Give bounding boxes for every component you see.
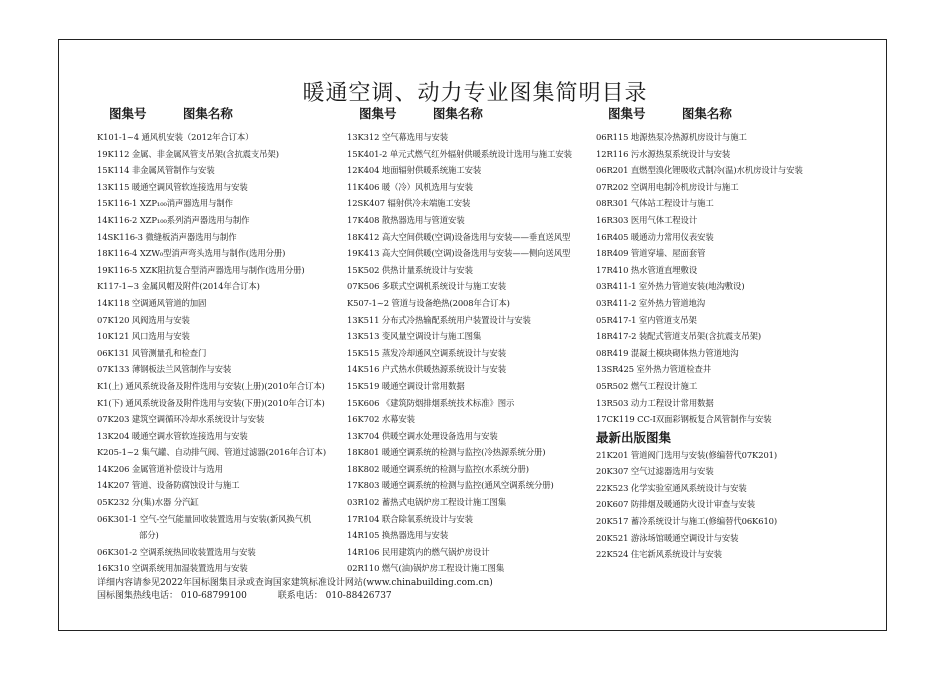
catalog-entry: 15K114 非金属风管制作与安装 (97, 165, 215, 176)
footer-website-note: 详细内容请参见2022年国标图集目录或查询国家建筑标准设计网站(www.chinabuilding.com.cn) (97, 578, 493, 588)
catalog-entry: 14K516 户式热水供暖热源系统设计与安装 (347, 364, 506, 375)
catalog-entry: 19K112 金属、非金属风管支吊架(含抗震支吊架) (97, 148, 279, 159)
catalog-entry: 20K607 防排烟及暖通防火设计审查与安装 (596, 499, 755, 510)
catalog-entry: 18K116-4 XZW₀型消声弯头选用与制作(选用分册) (97, 248, 286, 259)
header-code: 图集号 (109, 106, 147, 121)
catalog-entry: 22K524 住宅新风系统设计与安装 (596, 549, 722, 560)
catalog-entry: 15K502 供热计量系统设计与安装 (347, 264, 473, 275)
catalog-entry: 06K301-2 空调系统热回收装置选用与安装 (97, 546, 256, 557)
column-header (596, 104, 846, 126)
catalog-entry: 03R102 蓄热式电锅炉房工程设计施工图集 (347, 497, 507, 508)
catalog-entry: 07K203 建筑空调循环冷却水系统设计与安装 (97, 414, 265, 425)
catalog-entry: 17R104 联合除氧系统设计与安装 (347, 513, 473, 524)
header-code: 图集号 (359, 106, 397, 121)
contact-phone: 联系电话： 010-88426737 (277, 591, 392, 601)
catalog-entry: 13K115 暖通空调风管软连接选用与安装 (97, 181, 248, 192)
catalog-entry: 08R301 气体站工程设计与施工 (596, 198, 714, 209)
catalog-entry: 07K506 多联式空调机系统设计与施工安装 (347, 281, 506, 292)
page-title: 暖通空调、动力专业图集简明目录 (302, 81, 648, 106)
catalog-entry: 13K204 暖通空调水管软连接选用与安装 (97, 430, 248, 441)
catalog-entry: 15K401-2 单元式燃气红外辐射供暖系统设计选用与施工安装 (347, 148, 572, 159)
catalog-entry: 13K513 变风量空调设计与施工图集 (347, 331, 482, 342)
catalog-entry: 16K310 空调系统用加湿装置选用与安装 (97, 563, 248, 574)
footer (97, 577, 493, 603)
catalog-entry: 18R409 管道穿墙、屋面套管 (596, 248, 706, 259)
column-header (97, 104, 347, 126)
catalog-entry: 16R303 医用气体工程设计 (596, 214, 698, 225)
catalog-entry: 15K519 暖通空调设计常用数据 (347, 380, 465, 391)
catalog-entry: 07R202 空调用电制冷机房设计与施工 (596, 181, 739, 192)
catalog-entry: 15K116-1 XZP₁₀₀消声器选用与制作 (97, 198, 233, 209)
catalog-list-1 (97, 129, 347, 577)
catalog-entry: K205-1~2 集气罐、自动排气阀、管道过滤器(2016年合订本) (97, 447, 326, 458)
catalog-entry: 12K404 地面辐射供暖系统施工安装 (347, 165, 482, 176)
catalog-entry: K101-1~4 通风机安装（2012年合订本） (97, 132, 254, 142)
header-code: 图集号 (608, 106, 646, 121)
catalog-entry: 11K406 暖（冷）风机选用与安装 (347, 181, 473, 192)
hotline-phone: 国标图集热线电话： 010-68799100 (97, 591, 247, 601)
catalog-entry: 14R106 民用建筑内的燃气锅炉房设计 (347, 546, 490, 557)
catalog-entry: 13R503 动力工程设计常用数据 (596, 397, 714, 408)
catalog-entry: 12SK407 辐射供冷末端施工安装 (347, 198, 471, 209)
catalog-entry: 22K523 化学实验室通风系统设计与安装 (596, 482, 747, 493)
catalog-entry: K507-1~2 管道与设备绝热(2008年合订本) (347, 297, 510, 308)
catalog-entry: 12R116 污水源热泵系统设计与安装 (596, 148, 731, 159)
new-publications-heading: 最新出版图集 (596, 429, 672, 445)
catalog-entry: 07K120 风阀选用与安装 (97, 314, 190, 325)
catalog-entry: 06R115 地源热泵冷热源机房设计与施工 (596, 132, 747, 142)
catalog-entry: 13K312 空气幕选用与安装 (347, 132, 449, 142)
catalog-entry: 07K133 薄钢板法兰风管制作与安装 (97, 364, 232, 375)
catalog-entry: 08R419 混凝土模块砌体热力管道地沟 (596, 347, 739, 358)
catalog-entry: 13SR425 室外热力管道检查井 (596, 364, 712, 375)
catalog-column-1 (97, 104, 347, 577)
catalog-entry: 05K232 分(集)水器 分汽缸 (97, 497, 199, 508)
catalog-entry: 部分) (139, 530, 159, 541)
catalog-entry: 18K801 暖通空调系统的检测与监控(冷热源系统分册) (347, 447, 546, 458)
catalog-entry: 16R405 暖通动力常用仪表安装 (596, 231, 714, 242)
catalog-entry: 10K121 风口选用与安装 (97, 331, 190, 342)
catalog-entry: 06R201 直燃型溴化锂吸收式制冷(温)水机房设计与安装 (596, 165, 803, 176)
catalog-entry: 15K606 《建筑防烟排烟系统技术标准》图示 (347, 397, 515, 408)
catalog-entry: 17K803 暖通空调系统的检测与监控(通风空调系统分册) (347, 480, 554, 491)
catalog-entry: 18R417-2 装配式管道支吊架(含抗震支吊架) (596, 331, 762, 342)
catalog-entry: 18K802 暖通空调系统的检测与监控(水系统分册) (347, 463, 529, 474)
catalog-entry: 21K201 管道阀门选用与安装(修编替代07K201) (596, 449, 778, 460)
catalog-entry: 14R105 换热器选用与安装 (347, 530, 449, 541)
catalog-entry: 14SK116-3 微缝板消声器选用与制作 (97, 231, 237, 242)
header-name: 图集名称 (681, 106, 732, 121)
catalog-entry: 06K131 风管测量孔和检查门 (97, 347, 207, 358)
catalog-entry: K117-1~3 金属风帽及附件(2014年合订本) (97, 281, 260, 292)
catalog-entry: 19K116-5 XZK阻抗复合型消声器选用与制作(选用分册) (97, 264, 305, 275)
catalog-entry: K1(下) 通风系统设备及附件选用与安装(下册)(2010年合订本) (97, 397, 325, 408)
footer-phones (97, 590, 493, 603)
catalog-entry: 14K118 空调通风管道的加固 (97, 297, 207, 308)
catalog-entry: 17CK119 CC-I双面彩钢板复合风管制作与安装 (596, 414, 772, 425)
catalog-column-2 (347, 104, 597, 577)
catalog-entry: 15K515 蒸发冷却通风空调系统设计与安装 (347, 347, 506, 358)
catalog-entry: 16K702 水幕安装 (347, 414, 415, 425)
catalog-entry: 14K207 管道、设备防腐蚀设计与施工 (97, 480, 240, 491)
header-name: 图集名称 (432, 106, 483, 121)
catalog-entry: 13K704 供暖空调水处理设备选用与安装 (347, 430, 498, 441)
catalog-entry: 17K408 散热器选用与管道安装 (347, 214, 465, 225)
catalog-entry: 05R502 燃气工程设计施工 (596, 380, 698, 391)
header-name: 图集名称 (182, 106, 233, 121)
catalog-entry: 03R411-2 室外热力管道地沟 (596, 297, 706, 308)
catalog-entry: 14K116-2 XZP₁₀₀系列消声器选用与制作 (97, 214, 250, 225)
catalog-list-2 (347, 129, 597, 577)
catalog-entry: 20K521 游泳场馆暖通空调设计与安装 (596, 532, 739, 543)
catalog-entry: 06K301-1 空气-空气能量回收装置选用与安装(新风换气机 (97, 513, 312, 524)
catalog-entry: 17R410 热水管道直埋敷设 (596, 264, 698, 275)
column-header (347, 104, 597, 126)
catalog-entry: 13K511 分布式冷热输配系统用户装置设计与安装 (347, 314, 531, 325)
catalog-column-3 (596, 104, 846, 563)
catalog-entry: 20K307 空气过滤器选用与安装 (596, 466, 714, 477)
catalog-entry: 19K413 高大空间供暖(空调)设备选用与安装——侧向送风型 (347, 248, 571, 259)
catalog-entry: 03R411-1 室外热力管道安装(地沟敷设) (596, 281, 745, 292)
catalog-entry: 20K517 蓄冷系统设计与施工(修编替代06K610) (596, 516, 778, 527)
catalog-entry: 18K412 高大空间供暖(空调)设备选用与安装——垂直送风型 (347, 231, 571, 242)
catalog-entry: K1(上) 通风系统设备及附件选用与安装(上册)(2010年合订本) (97, 380, 325, 391)
new-publications-list (596, 447, 846, 563)
catalog-list-3 (596, 129, 846, 428)
catalog-entry: 05R417-1 室内管道支吊架 (596, 314, 697, 325)
catalog-entry: 14K206 金属管道补偿设计与选用 (97, 463, 223, 474)
catalog-entry: 02R110 燃气(油)锅炉房工程设计施工图集 (347, 563, 505, 574)
